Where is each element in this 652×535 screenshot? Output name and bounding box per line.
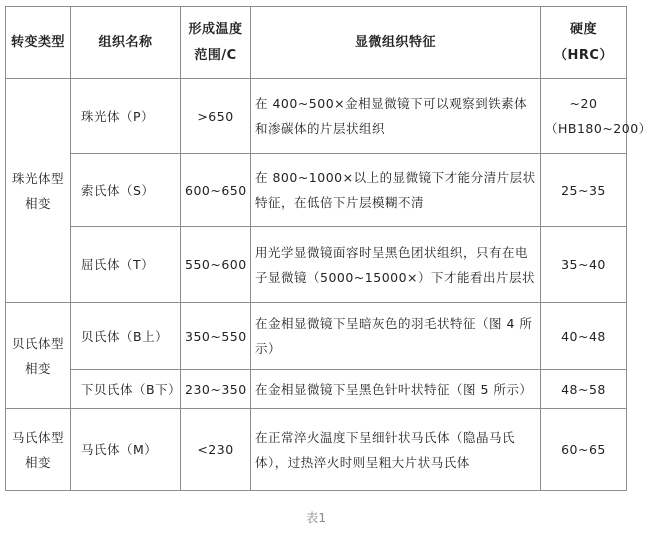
temperature-cell: <230	[181, 409, 251, 491]
table-row	[6, 79, 627, 154]
table-row	[6, 370, 627, 409]
table-row	[6, 409, 627, 491]
table-row	[6, 303, 627, 370]
header-feature: 显微组织特征	[251, 7, 541, 79]
structure-name-cell: 下贝氏体（B下）	[71, 370, 181, 409]
temperature-cell: 230~350	[181, 370, 251, 409]
feature-cell: 在 400~500×金相显微镜下可以观察到铁素体和渗碳体的片层状组织	[251, 79, 541, 154]
header-temperature: 形成温度范围/C	[181, 7, 251, 79]
feature-cell: 在 800~1000×以上的显微镜下才能分清片层状特征，在低倍下片层模糊不清	[251, 154, 541, 227]
structure-name-cell: 屈氏体（T）	[71, 227, 181, 303]
temperature-cell: 600~650	[181, 154, 251, 227]
structure-name-cell: 贝氏体（B上）	[71, 303, 181, 370]
hardness-cell: 60~65	[541, 409, 627, 491]
temperature-cell: >650	[181, 79, 251, 154]
hardness-cell: 25~35	[541, 154, 627, 227]
transformation-type-cell: 珠光体型相变	[6, 79, 71, 303]
temperature-cell: 350~550	[181, 303, 251, 370]
header-row	[6, 7, 627, 79]
transformation-type-cell: 马氏体型相变	[6, 409, 71, 491]
structure-name-cell: 珠光体（P）	[71, 79, 181, 154]
header-name: 组织名称	[71, 7, 181, 79]
table-header	[6, 7, 627, 79]
table-body	[6, 79, 652, 491]
feature-cell: 在金相显微镜下呈暗灰色的羽毛状特征（图 4 所示）	[251, 303, 541, 370]
transformation-table	[5, 6, 652, 491]
header-hardness: 硬度（HRC）	[541, 7, 627, 79]
hardness-cell: 40~48	[541, 303, 627, 370]
temperature-cell: 550~600	[181, 227, 251, 303]
table-row	[6, 154, 627, 227]
table-row	[6, 227, 627, 303]
table-caption: 表1	[305, 510, 327, 525]
header-type: 转变类型	[6, 7, 71, 79]
structure-name-cell: 索氏体（S）	[71, 154, 181, 227]
hardness-cell: ~20（HB180~200）	[541, 79, 627, 154]
hardness-cell: 35~40	[541, 227, 627, 303]
feature-cell: 在金相显微镜下呈黑色针叶状特征（图 5 所示）	[251, 370, 541, 409]
transformation-type-cell: 贝氏体型相变	[6, 303, 71, 409]
feature-cell: 用光学显微镜面容时呈黑色团状组织，只有在电子显微镜（5000~15000×）下才能看出片层状	[251, 227, 541, 303]
structure-name-cell: 马氏体（M）	[71, 409, 181, 491]
feature-cell: 在正常淬火温度下呈细针状马氏体（隐晶马氏体），过热淬火时则呈粗大片状马氏体	[251, 409, 541, 491]
hardness-cell: 48~58	[541, 370, 627, 409]
